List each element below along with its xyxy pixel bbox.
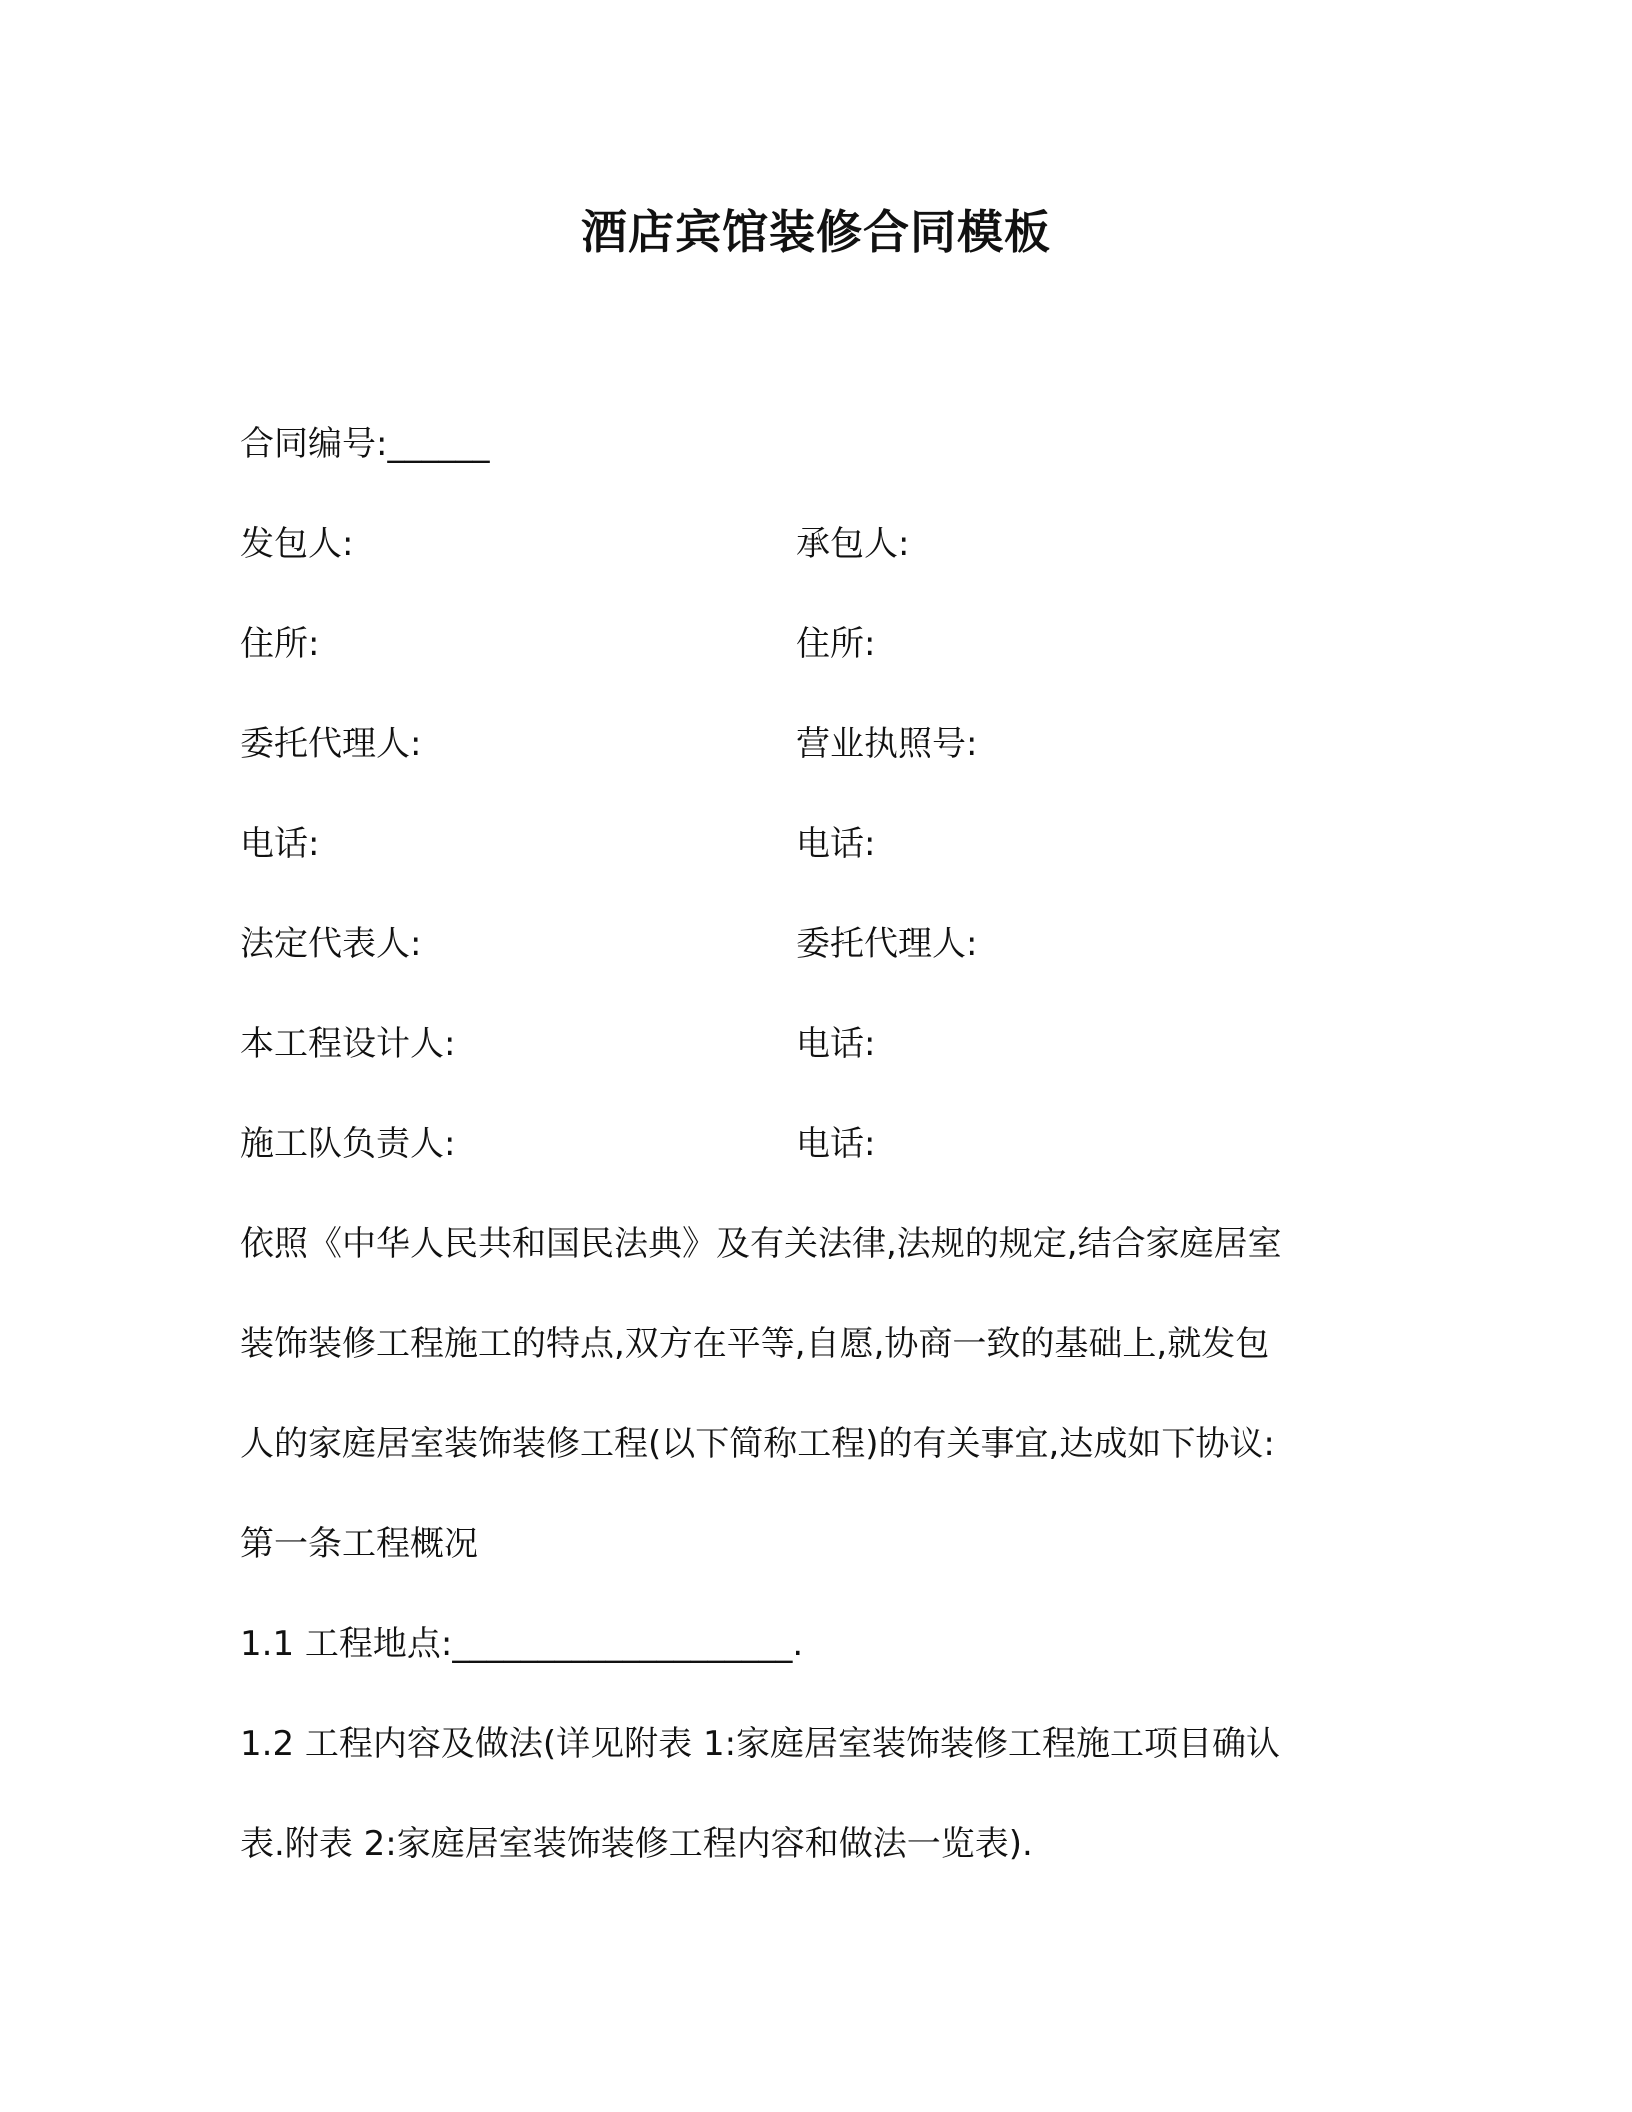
designer-label: 本工程设计人: bbox=[240, 1024, 456, 1064]
contract-number: 合同编号:______ bbox=[240, 424, 490, 464]
preamble-line: 依照《中华人民共和国民法典》及有关法律,法规的规定,结合家庭居室 bbox=[240, 1224, 1282, 1264]
business-license-label: 营业执照号: bbox=[796, 724, 978, 764]
team-leader-label: 施工队负责人: bbox=[240, 1124, 456, 1164]
contractor-label: 承包人: bbox=[796, 524, 910, 564]
employer-agent-label: 委托代理人: bbox=[240, 724, 422, 764]
preamble-line: 人的家庭居室装饰装修工程(以下简称工程)的有关事宜,达成如下协议: bbox=[240, 1424, 1275, 1464]
clause-1-2-line: 1.2 工程内容及做法(详见附表 1:家庭居室装饰装修工程施工项目确认 bbox=[240, 1724, 1281, 1764]
employer-label: 发包人: bbox=[240, 524, 354, 564]
designer-phone-label: 电话: bbox=[796, 1024, 876, 1064]
document-title: 酒店宾馆装修合同模板 bbox=[581, 205, 1051, 259]
legal-representative-label: 法定代表人: bbox=[240, 924, 422, 964]
contractor-agent-label: 委托代理人: bbox=[796, 924, 978, 964]
contractor-phone-label: 电话: bbox=[796, 824, 876, 864]
employer-phone-label: 电话: bbox=[240, 824, 320, 864]
contractor-address-label: 住所: bbox=[796, 624, 876, 664]
clause-1-2-line: 表.附表 2:家庭居室装饰装修工程内容和做法一览表). bbox=[240, 1824, 1033, 1864]
employer-address-label: 住所: bbox=[240, 624, 320, 664]
clause-1-1: 1.1 工程地点:____________________. bbox=[240, 1624, 804, 1664]
preamble-line: 装饰装修工程施工的特点,双方在平等,自愿,协商一致的基础上,就发包 bbox=[240, 1324, 1270, 1364]
article-heading: 第一条工程概况 bbox=[240, 1524, 478, 1564]
team-leader-phone-label: 电话: bbox=[796, 1124, 876, 1164]
